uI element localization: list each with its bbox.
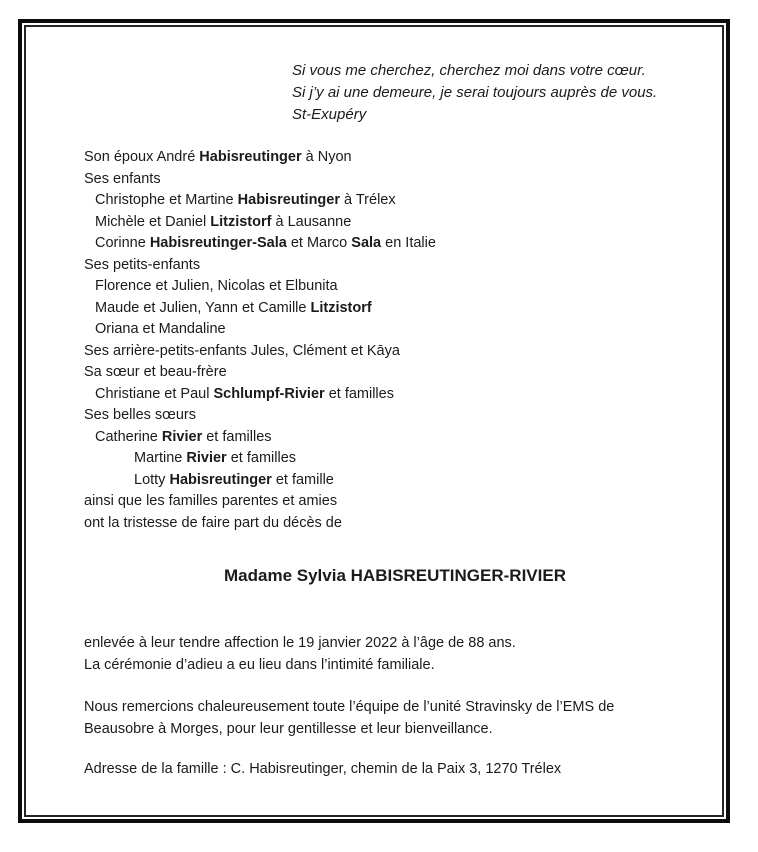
surname-bold: Sala [351,235,382,251]
family-line-text: Martine [134,450,187,466]
family-line-text: à Trélex [340,192,396,208]
family-address: Adresse de la famille : C. Habisreutinger, chemin de la Paix 3, 1270 Trélex [84,761,562,777]
surname-bold: Rivier [186,450,227,466]
family-line [84,470,436,492]
surname-bold: Litzistorf [210,213,272,230]
family-line-text: Sa sœur et beau-frère [84,364,227,380]
epigraph-attribution: St-Exupéry [292,106,367,123]
paragraph-line: Beausobre à Morges, pour leur gentillesse et leur bienveillance. [84,720,493,737]
thanks-paragraph [84,697,614,740]
family-line [84,298,436,320]
surname-bold: Rivier [161,428,203,445]
family-line-text: Oriana et Mandaline [95,321,226,337]
family-line-text: Ses petits-enfants [84,256,201,273]
epigraph [292,60,657,126]
surname-bold: Litzistorf [310,299,372,316]
surname-bold: Habisreutinger-Sala [149,235,287,251]
surname-bold: Habisreutinger [237,192,340,208]
family-line-text: ainsi que les familles parentes et amies [84,493,338,509]
family-line-text: en Italie [381,235,436,251]
surname-bold: Schlumpf-Rivier [213,385,325,402]
death-notice-paragraph [84,633,516,676]
surname-bold: Habisreutinger [169,471,272,488]
family-line [84,405,436,427]
family-line [84,319,436,341]
family-line [84,513,436,535]
family-line-text: Michèle et Daniel [95,213,211,230]
family-line-text: Ses arrière-petits-enfants Jules, Clément et Kāya [84,342,400,359]
epigraph-line: Si j’y ai une demeure, je serai toujours auprès de vous. [292,84,658,101]
family-line-text: Florence et Julien, Nicolas et Elbunita [95,278,338,294]
paragraph-line: Nous remercions chaleureusement toute l’équipe de l’unité Stravinsky de l’EMS de [84,699,615,715]
family-line-text: Christophe et Martine [95,192,238,208]
family-line-text: à Lausanne [271,213,352,230]
family-line-text: Maude et Julien, Yann et Camille [95,299,311,316]
deceased-name: Madame Sylvia HABISREUTINGER-RIVIER [224,566,566,585]
family-line-text: et familles [202,428,272,445]
family-line-text: à Nyon [301,149,352,165]
family-line [84,448,436,470]
family-line [84,362,436,384]
family-line [84,190,436,212]
family-line-text: ont la tristesse de faire part du décès de [84,514,342,531]
family-line-text: et famille [271,471,334,488]
family-line-text: et familles [226,450,297,466]
family-line-text: et familles [324,385,394,402]
family-line-text: Son époux André [84,149,200,165]
family-line [84,147,436,169]
family-line-text: et Marco [286,235,352,251]
family-line-text: Ses belles sœurs [84,407,197,423]
family-line-text: Ses enfants [84,170,161,187]
family-line [84,212,436,234]
family-list [84,147,436,534]
family-line [84,276,436,298]
family-line-text: Christiane et Paul [95,385,214,402]
family-line [84,491,436,513]
surname-bold: Habisreutinger [199,149,302,165]
family-line [84,233,436,255]
paragraph-line: enlevée à leur tendre affection le 19 janvier 2022 à l’âge de 88 ans. [84,635,516,651]
family-line-text: Lotty [134,471,170,488]
family-line [84,384,436,406]
epigraph-line: Si vous me cherchez, cherchez moi dans votre cœur. [292,62,646,79]
family-line-text: Corinne [95,235,150,251]
family-line [84,427,436,449]
family-line [84,341,436,363]
family-line [84,255,436,277]
family-line-text: Catherine [95,428,162,445]
family-line [84,169,436,191]
paragraph-line: La cérémonie d’adieu a eu lieu dans l’intimité familiale. [84,656,435,673]
